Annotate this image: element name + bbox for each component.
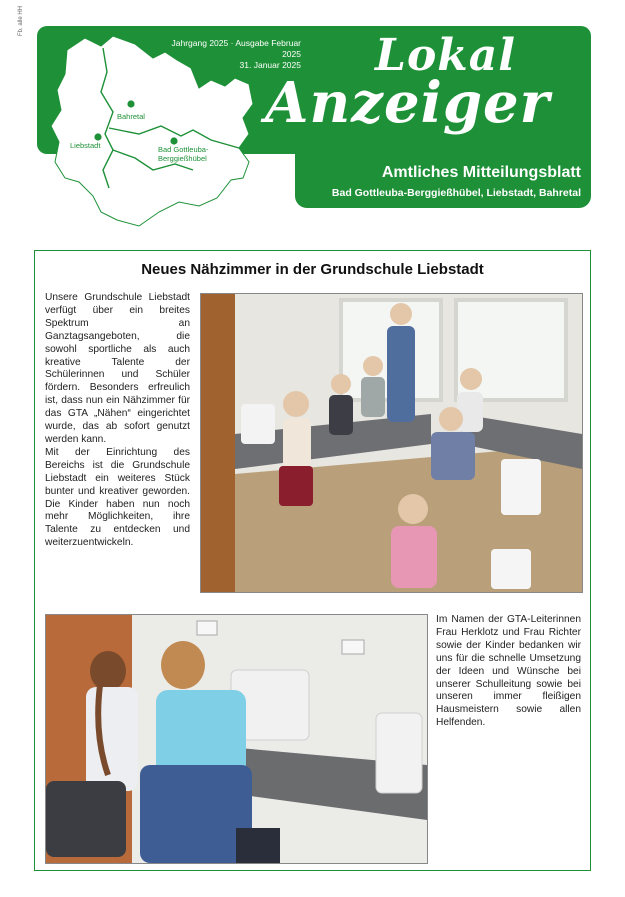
masthead-subtitle: Amtliches Mitteilungsblatt [381,164,581,181]
article-paragraph-3: Im Namen der GTA-Leiterinnen Frau Herklotz und Frau Richter sowie der Kinder bedanken wir uns für die schnelle Umsetzung der Ideen und Wünsche bei unserer Schulleitung sowie bei unseren immer fleißigen Hausmeistern sowie allen Helfenden. [436,614,581,729]
map-dot-gottleuba [170,137,177,144]
region-map-icon [43,30,259,232]
masthead [37,26,591,208]
map-label-gottleuba [158,145,208,163]
issue-date: 31. Januar 2025 [239,60,301,70]
issue-edition: Jahrgang 2025 · Ausgabe Februar 2025 [171,38,301,59]
masthead-subtitle-tab [295,154,591,208]
article-box [34,250,591,871]
logo-anzeiger: Anzeiger [265,70,551,136]
map-label-liebstadt: Liebstadt [70,141,101,150]
sewing-room-group-photo [200,293,583,593]
article-paragraph-2: Mit der Einrichtung des Bereichs ist die Grundschule Liebstadt ein weiteres Stück bunter und kreativer geworden. Die Kinder haben nun noch mehr Möglichkeiten, ihre Talente zu entdecken und weiterzuentwickeln. [45,446,190,549]
photo-credit: Fb. alle HH [18,5,24,36]
masthead-towns: Bad Gottleuba-Berggießhübel, Liebstadt, Bahretal [331,187,581,199]
article-headline: Neues Nähzimmer in der Grundschule Liebstadt [141,261,484,278]
article-left-column [45,292,190,550]
logo-lokal: Lokal [375,30,516,81]
article-right-column [436,614,581,730]
article-paragraph-1: Unsere Grundschule Liebstadt verfügt über ein breites Spektrum an Ganztagsangeboten, die sowohl sportliche als auch kreative Talente der Schülerinnen und Schüler fördern. Besonders erfreulich ist, dass nun ein Nähzimmer für das GTA „Nähen“ eingerichtet wurde, das ab sofort genutzt werden kann. [45,292,190,445]
map-dot-bahretal [127,100,134,107]
map-dot-liebstadt [94,133,101,140]
map-label-gottleuba-line1: Bad Gottleuba- [158,145,209,154]
map-label-bahretal: Bahretal [117,112,145,121]
map-label-gottleuba-line2: Berggießhübel [158,154,207,163]
girls-sewing-photo [45,614,428,864]
